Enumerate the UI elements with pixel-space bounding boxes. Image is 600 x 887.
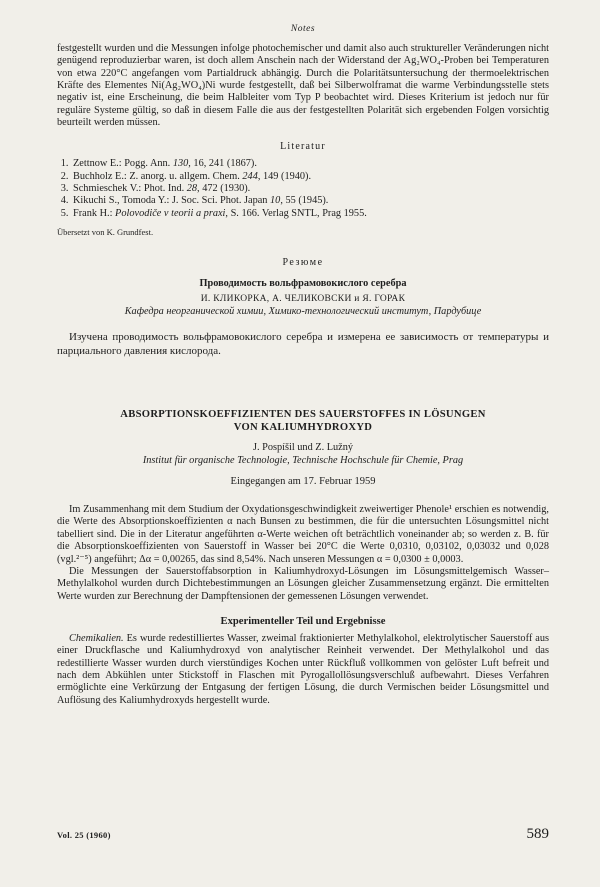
reference-list (57, 158, 549, 220)
chemicals-label: Chemikalien. (69, 632, 124, 644)
reference-item: 4. Kikuchi S., Tomoda Y.: J. Soc. Sci. Phot. Japan 10, 55 (1945). (71, 195, 549, 207)
article-title-line: VON KALIUMHYDROXYD (233, 422, 373, 434)
chemicals-text: Es wurde redestilliertes Wasser, zweimal fraktionierter Methylalkohol, elektrolytischer Sauerstoff aus einer Druckflasche und Kaliumhydroxyd von analytischer Reinheit verwendet. Der Methylalkohol und das redestillierte Wasser wurden durch vierstündiges Kochen unter Rückfluß vollkommen von gelöster Luft befreit und nach dem Abkühlen unter Stickstoff in Flaschen mit Pyrogallollösungsverschluß aufbewahrt. Dieses Verfahren ermöglichte eine Verkürzung der Entgasung der fertigen Lösung, die durch Vermischen beider Lösungsmittel und Auflösung des Kaliumhydroxyds hergestellt wurde. (57, 632, 549, 706)
article-paragraph: Im Zusammenhang mit dem Studium der Oxydationsgeschwindigkeit zweiwertiger Phenole¹ erschien es notwendig, die Werte des Absorptionskoeffizienten α nach Bunsen zu bestimmen, die für die untersuchten Lösungsmittel nicht tabelliert sind. Die in der Literatur angeführten α-Werte weichen oft beträchtlich voneinander ab; so werden z. B. für die Absorptionskoeffizienten von Sauerstoff in Wasser bei 20°C die Werte 0,0310, 0,03102, 0,03032 und 0,028 (vgl.²⁻⁵) angeführt; Δα = 0,00265, das sind 8,54%. Nach unseren Messungen α = 0,0300 ± 0,0003. (57, 504, 549, 565)
article-paragraph: Die Messungen der Sauerstoffabsorption in Kaliumhydroxyd-Lösungen im Lösungsmittelgemisch Wasser–Methylalkohol wurden durch Dichtebestimmungen an Lösungen gleicher Zusammensetzung ergänzt. Die ermittelten Werte wurden zur Berechnung der Dampftensionen der gemessenen Lösungen verwendet. (57, 565, 549, 602)
resume-title: Проводимость вольфрамовокислого серебра (199, 278, 407, 290)
running-head: Notes (290, 24, 316, 34)
received-date: Eingegangen am 17. Februar 1959 (230, 476, 376, 488)
reference-item: 3. Schmieschek V.: Phot. Ind. 28, 472 (1930). (71, 183, 549, 195)
article-title-line: ABSORPTIONSKOEFFIZIENTEN DES SAUERSTOFFES IN LÖSUNGEN (120, 409, 486, 421)
article-authors: J. Pospíšil und Z. Lužný (252, 442, 354, 454)
resume-heading: Резюме (282, 257, 324, 269)
resume-authors: И. КЛИКОРКА, А. ЧЕЛИКОВСКИ и Я. ГОРАК (200, 294, 406, 305)
reference-item: 5. Frank H.: Polovodiče v teorii a praxi, S. 166. Verlag SNTL, Prag 1955. (71, 208, 549, 220)
reference-item: 1. Zettnow E.: Pogg. Ann. 130, 16, 241 (1867). (71, 158, 549, 170)
page-number: 589 (526, 826, 549, 842)
article-title (57, 408, 549, 434)
resume-institution: Кафедра неорганической химии, Химико-технологический институт, Пардубице (124, 306, 482, 318)
translator-note: Übersetzt von K. Grundfest. (57, 227, 154, 238)
section-heading: Experimenteller Teil und Ergebnisse (220, 615, 386, 627)
literature-heading: Literatur (280, 141, 326, 153)
volume-label: Vol. 25 (1960) (57, 830, 111, 840)
reference-item: 2. Buchholz E.: Z. anorg. u. allgem. Chem. 244, 149 (1940). (71, 171, 549, 183)
article-institution: Institut für organische Technologie, Technische Hochschule für Chemie, Prag (142, 455, 464, 467)
chemicals-paragraph (57, 633, 549, 707)
page-footer (57, 826, 549, 843)
intro-paragraph: festgestellt wurden und die Messungen infolge photochemischer und damit also auch struktureller Veränderungen nicht genügend reproduzierbar waren, ist doch allem Anschein nach der Widerstand der Ag₂WO₄-Proben bei Temperaturen von etwa 220°C angefangen vom Partialdruck abhängig. Durch die Polaritätsuntersuchung der thermoelektrischen Kräfte des Elementes Ni(Ag₂WO₄)Ni wurde festgestellt, daß bei Silberwolframat die warme Verbindungsstelle stets negativ ist, eine Erscheinung, die beim Halbleiter vom Typ P beobachtet wird. Dieses Kriterium ist jedoch nur für reguläre Systeme gültig, so daß in diesem Falle die aus der festgestellten Polarität sich ergebenden Folgen vorsichtig beurteilt werden müssen. (57, 43, 549, 129)
resume-abstract: Изучена проводимость вольфрамовокислого серебра и измерена ее зависимость от температуры и парциального давления кислорода. (57, 331, 549, 358)
